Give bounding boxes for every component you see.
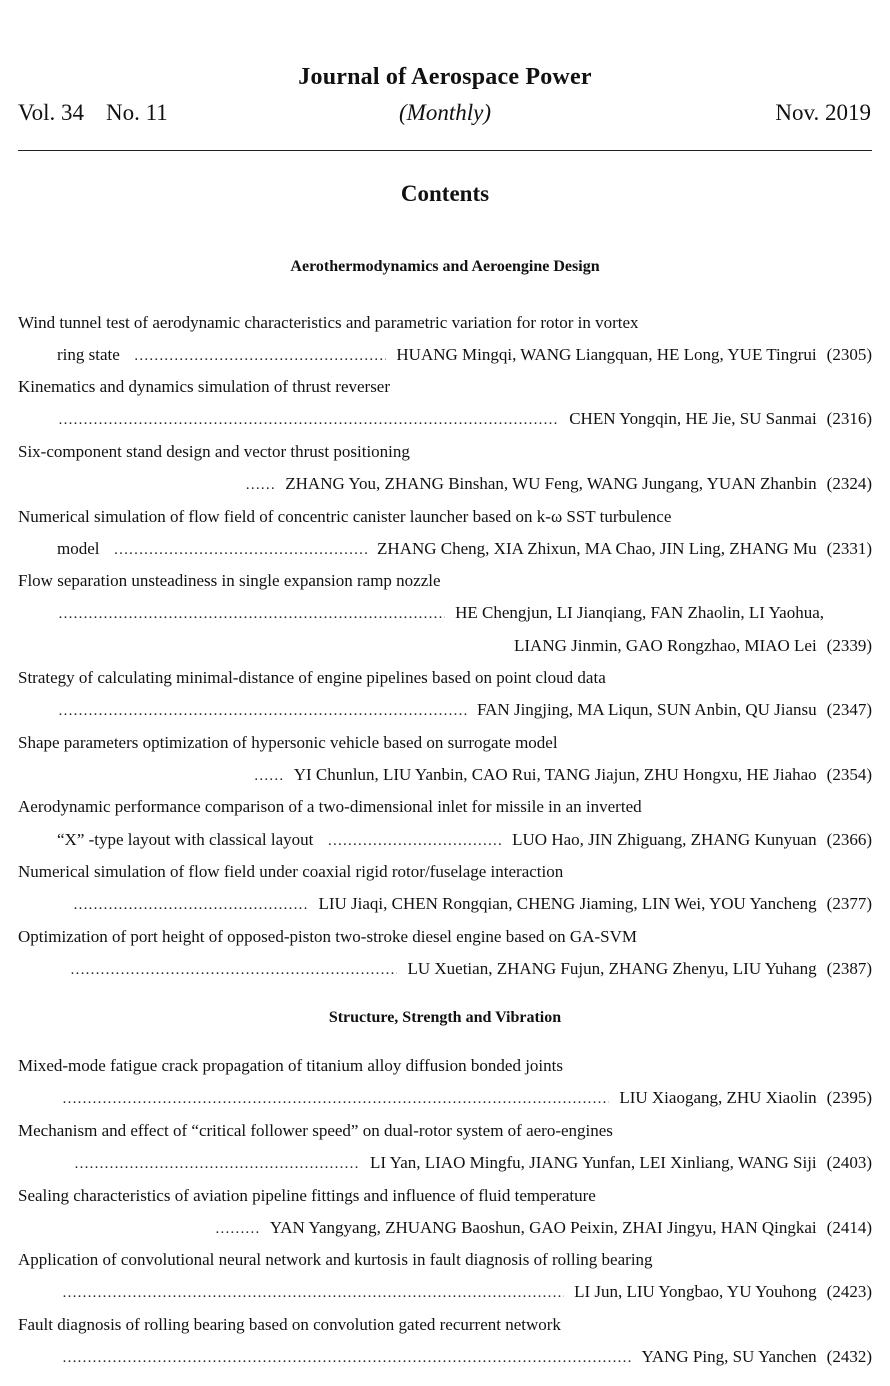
article-authors: YAN Yangyang, ZHUANG Baoshun, GAO Peixin, ZHAI Jingyu, HAN Qingkai: [269, 1218, 817, 1237]
article-byline: [18, 830, 872, 850]
article-authors: ZHANG Cheng, XIA Zhixun, MA Chao, JIN Ling, ZHANG Mu: [377, 539, 817, 558]
issue-date: Nov. 2019: [775, 100, 871, 125]
article-byline: [18, 765, 872, 785]
article-byline: [18, 603, 824, 623]
article-page[interactable]: (2324): [826, 474, 872, 493]
contents-heading: Contents: [400, 181, 490, 206]
article-page[interactable]: (2377): [826, 894, 872, 913]
dot-leader: [62, 1285, 564, 1302]
article-title[interactable]: Kinematics and dynamics simulation of thrust reverser: [18, 377, 391, 396]
article-byline: [18, 959, 872, 979]
journal-title: Journal of Aerospace Power: [298, 64, 592, 90]
article-title-continuation[interactable]: ring state: [57, 345, 120, 364]
article-title[interactable]: Strategy of calculating minimal-distance of engine pipelines based on point cloud data: [18, 668, 606, 687]
article-title[interactable]: Fault diagnosis of rolling bearing based on convolution gated recurrent network: [18, 1315, 561, 1334]
article-page[interactable]: (2305): [826, 345, 872, 364]
article-byline: [18, 1088, 872, 1108]
volume: Vol. 34: [18, 100, 85, 125]
article-title[interactable]: Sealing characteristics of aviation pipeline fittings and influence of fluid temperature: [18, 1186, 596, 1205]
article-byline-continuation: [18, 636, 872, 656]
article-byline: [18, 1282, 872, 1302]
article-authors: HE Chengjun, LI Jianqiang, FAN Zhaolin, LI Yaohua,: [455, 603, 824, 622]
dot-leader: [70, 962, 397, 979]
article-authors: LIU Jiaqi, CHEN Rongqian, CHENG Jiaming, LIN Wei, YOU Yancheng: [318, 894, 817, 913]
article-page[interactable]: (2316): [826, 409, 872, 428]
article-page[interactable]: (2395): [826, 1088, 872, 1107]
article-authors: FAN Jingjing, MA Liqun, SUN Anbin, QU Jiansu: [476, 700, 817, 719]
article-byline: [18, 1218, 872, 1238]
dot-leader: [58, 606, 445, 623]
article-authors: LI Jun, LIU Yongbao, YU Youhong: [574, 1282, 817, 1301]
dot-leader: [114, 542, 368, 559]
article-title-continuation[interactable]: “X” -type layout with classical layout: [57, 830, 314, 849]
article-title[interactable]: Optimization of port height of opposed-piston two-stroke diesel engine based on GA-SVM: [18, 927, 637, 946]
dot-leader: [58, 703, 467, 720]
article-byline: [18, 700, 872, 720]
dot-leader: ……: [253, 768, 284, 784]
article-title[interactable]: Aerodynamic performance comparison of a two-dimensional inlet for missile in an inverted: [18, 797, 642, 816]
dot-leader: [134, 348, 387, 365]
article-authors: LI Yan, LIAO Mingfu, JIANG Yunfan, LEI Xinliang, WANG Siji: [369, 1153, 817, 1172]
article-title[interactable]: Mechanism and effect of “critical follower speed” on dual-rotor system of aero-engines: [18, 1121, 613, 1140]
article-byline: [18, 1347, 872, 1367]
article-title[interactable]: Shape parameters optimization of hypersonic vehicle based on surrogate model: [18, 733, 558, 752]
article-title[interactable]: Application of convolutional neural network and kurtosis in fault diagnosis of rolling bearing: [18, 1250, 653, 1269]
publication-frequency: (Monthly): [399, 100, 491, 125]
article-page[interactable]: (2387): [826, 959, 872, 978]
article-byline: [18, 474, 872, 494]
dot-leader: [58, 412, 559, 429]
article-page[interactable]: (2414): [826, 1218, 872, 1237]
dot-leader: [62, 1091, 609, 1108]
article-byline: [18, 345, 872, 365]
article-byline: [18, 894, 872, 914]
section-heading: Structure, Strength and Vibration: [328, 1009, 562, 1026]
article-authors: ZHANG You, ZHANG Binshan, WU Feng, WANG Jungang, YUAN Zhanbin: [285, 474, 817, 493]
article-authors: YANG Ping, SU Yanchen: [641, 1347, 817, 1366]
issue-number: No. 11: [106, 100, 168, 125]
dot-leader: [73, 897, 308, 914]
dot-leader: [74, 1156, 360, 1173]
article-byline: [18, 1153, 872, 1173]
article-authors: LIANG Jinmin, GAO Rongzhao, MIAO Lei: [514, 636, 817, 655]
dot-leader: ……: [245, 477, 276, 493]
article-title[interactable]: Six-component stand design and vector thrust positioning: [18, 442, 410, 461]
dot-leader: ………: [214, 1221, 260, 1237]
article-authors: LU Xuetian, ZHANG Fujun, ZHANG Zhenyu, LIU Yuhang: [407, 959, 817, 978]
dot-leader: [327, 833, 502, 850]
article-title[interactable]: Mixed-mode fatigue crack propagation of titanium alloy diffusion bonded joints: [18, 1056, 563, 1075]
article-title[interactable]: Numerical simulation of flow field of concentric canister launcher based on k-ω SST turbulence: [18, 507, 672, 526]
article-authors: LUO Hao, JIN Zhiguang, ZHANG Kunyuan: [512, 830, 817, 849]
article-page[interactable]: (2347): [826, 700, 872, 719]
article-authors: HUANG Mingqi, WANG Liangquan, HE Long, YUE Tingrui: [396, 345, 817, 364]
article-title-continuation[interactable]: model: [57, 539, 100, 558]
article-title[interactable]: Wind tunnel test of aerodynamic characteristics and parametric variation for rotor in vortex: [18, 313, 639, 332]
article-authors: LIU Xiaogang, ZHU Xiaolin: [619, 1088, 817, 1107]
article-byline: [18, 539, 872, 559]
article-page[interactable]: (2366): [826, 830, 872, 849]
article-page[interactable]: (2432): [826, 1347, 872, 1366]
article-page[interactable]: (2423): [826, 1282, 872, 1301]
article-title[interactable]: Numerical simulation of flow field under coaxial rigid rotor/fuselage interaction: [18, 862, 564, 881]
article-byline: [18, 409, 872, 429]
article-authors: CHEN Yongqin, HE Jie, SU Sanmai: [569, 409, 817, 428]
article-page[interactable]: (2354): [826, 765, 872, 784]
article-page[interactable]: (2403): [826, 1153, 872, 1172]
dot-leader: [62, 1350, 631, 1367]
header-divider: [18, 150, 872, 151]
article-title[interactable]: Flow separation unsteadiness in single expansion ramp nozzle: [18, 571, 441, 590]
section-heading: Aerothermodynamics and Aeroengine Design: [290, 258, 600, 275]
article-page[interactable]: (2339): [826, 636, 872, 655]
article-page[interactable]: (2331): [826, 539, 872, 558]
article-authors: YI Chunlun, LIU Yanbin, CAO Rui, TANG Jiajun, ZHU Hongxu, HE Jiahao: [293, 765, 817, 784]
